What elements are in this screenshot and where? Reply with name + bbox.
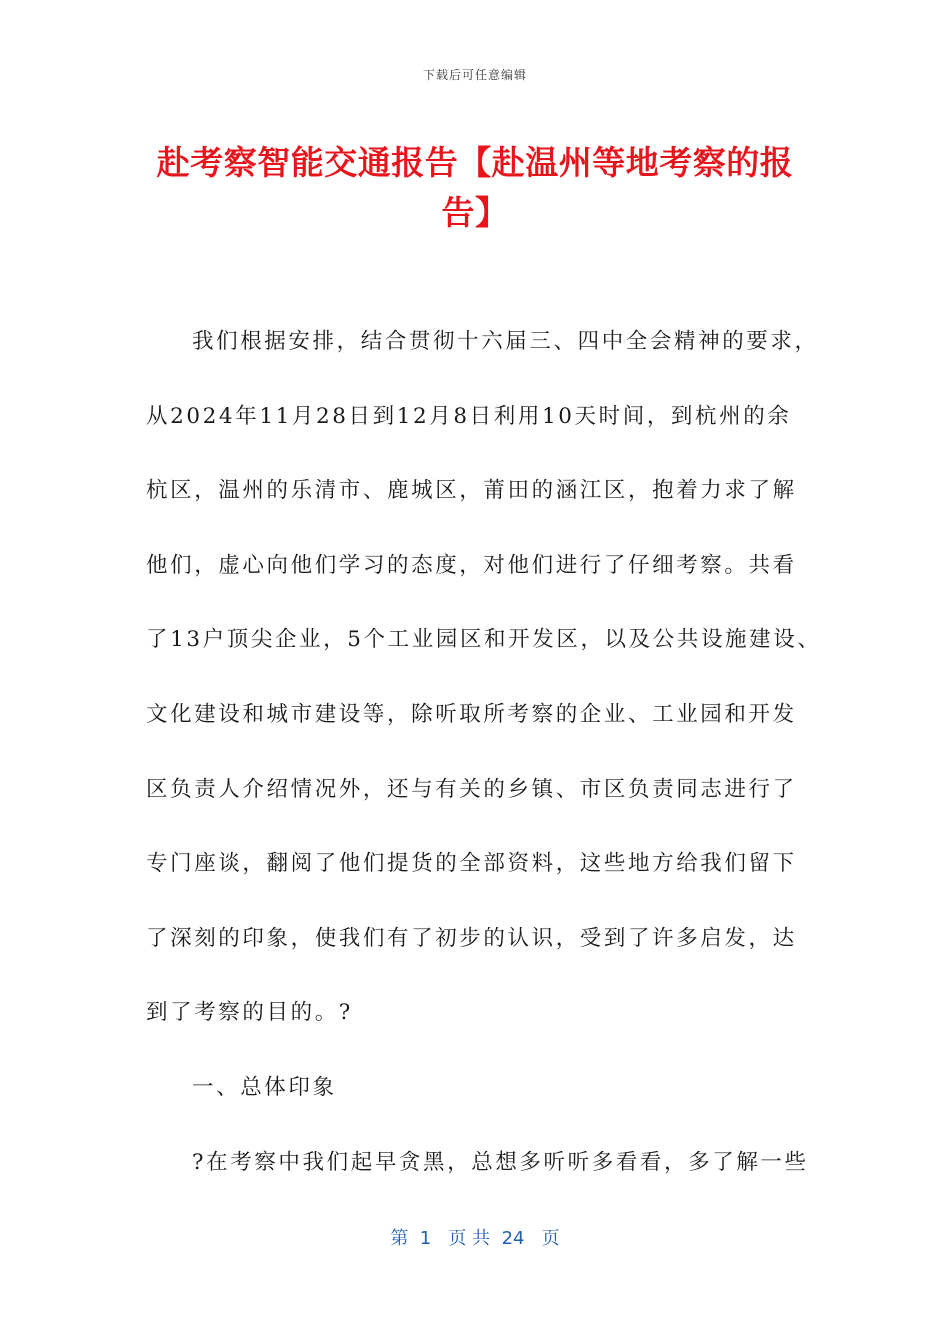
paragraph-line: 了深刻的印象，使我们有了初步的认识，受到了许多启发，达 [146,925,797,951]
paragraph-line: 文化建设和城市建设等，除听取所考察的企业、工业园和开发 [146,701,797,727]
body-text [146,320,822,1215]
title-line-1: 赴考察智能交通报告【赴温州等地考察的报 [156,143,794,182]
title-line-2: 告】 [441,193,509,232]
paragraph-line: 杭区，温州的乐清市、鹿城区，莆田的涵江区，抱着力求了解 [146,478,797,504]
header-note: 下载后可任意编辑 [422,68,527,82]
paragraph-line: 从2024年11月28日到12月8日利用10天时间，到杭州的余 [146,403,792,429]
section-heading: 一、总体印象 [192,1074,337,1100]
paragraph-line: 了13户顶尖企业，5个工业园区和开发区，以及公共设施建设、 [146,627,822,653]
paragraph-line: 专门座谈，翻阅了他们提货的全部资料，这些地方给我们留下 [146,851,797,877]
paragraph-line: 我们根据安排，结合贯彻十六届三、四中全会精神的要求， [192,329,819,354]
paragraph-line: 区负责人介绍情况外，还与有关的乡镇、市区负责同志进行了 [146,776,797,802]
paragraph-line: 他们，虚心向他们学习的态度，对他们进行了仔细考察。共看 [146,552,797,578]
document-title [140,138,810,238]
paragraph-line: 到了考察的目的。? [146,1000,353,1026]
page-footer: 第 1 页 共 24 页 [390,1228,560,1249]
paragraph-line: ?在考察中我们起早贪黑，总想多听听多看看，多了解一些 [192,1149,809,1175]
